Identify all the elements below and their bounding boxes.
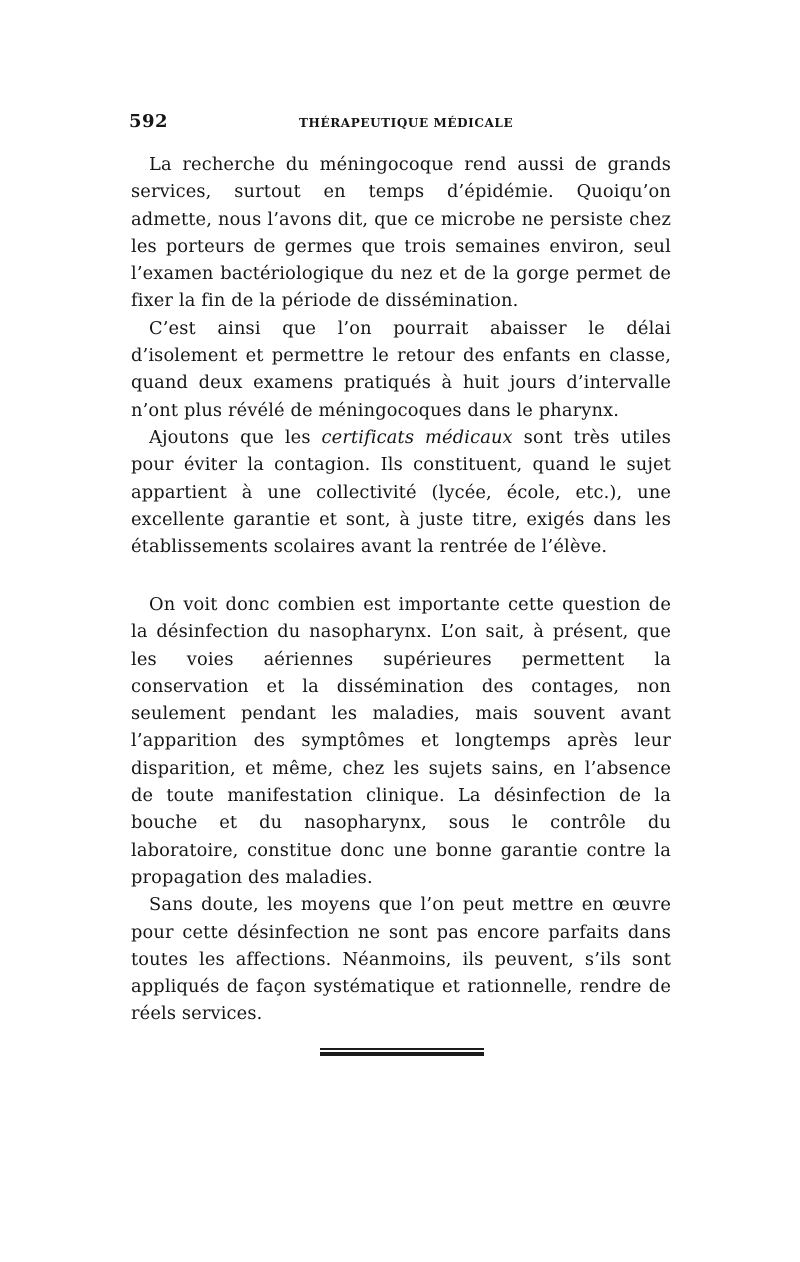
- paragraph-moyens: Sans doute, les moyens que l’on peut mettre en œuvre pour cette désinfection ne sont pas encore parfaits dans toutes les affections. Néanmoins, ils peuvent, s’ils sont appliqués de façon systématique et rationnelle, rendre de réels services.: [131, 894, 671, 1025]
- text-section-1: [131, 151, 671, 560]
- paragraph-meningocoque: La recherche du méningocoque rend aussi de grands services, surtout en temps d’épidémie. Quoiqu’on admette, nous l’avons dit, que ce microbe ne persiste chez les porteurs de germes que trois semaines environ, seul l’examen bactériologique du nez et de la gorge permet de fixer la fin de la période de dissémination.: [131, 154, 671, 312]
- closing-rule-thick: [320, 1052, 484, 1056]
- paragraph-certificats: [131, 424, 671, 560]
- paragraph-certificats-end: sont très utiles pour éviter la contagion. Ils constituent, quand le sujet appartient à une collectivité (lycée, école, etc.), une excellente garantie et sont, à juste titre, exigés dans les établissements scolaires avant la rentrée de l’élève.: [131, 426, 671, 558]
- text-section-2: [131, 591, 671, 1028]
- closing-rule-thin: [320, 1048, 484, 1050]
- running-title: THÉRAPEUTIQUE MÉDICALE: [299, 116, 514, 130]
- page-number: 592: [129, 111, 169, 132]
- paragraph-certificats-start: Ajoutons que les: [149, 426, 322, 448]
- page-header: [129, 111, 673, 141]
- certificats-medicaux-italic: certificats médicaux: [321, 426, 513, 448]
- paragraph-isolement: C’est ainsi que l’on pourrait abaisser le délai d’isolement et permettre le retour des enfants en classe, quand deux examens pratiqués à huit jours d’intervalle n’ont plus révélé de méningocoques dans le pharynx.: [131, 317, 671, 421]
- paragraph-desinfection: On voit donc combien est importante cette question de la désinfection du nasopharynx. L’on sait, à présent, que les voies aériennes supérieures permettent la conservation et la dissémination des contages, non seulement pendant les maladies, mais souvent avant l’apparition des symptômes et longtemps après leur disparition, et même, chez les sujets sains, en l’absence de toute manifestation clinique. La désinfection de la bouche et du nasopharynx, sous le contrôle du laboratoire, constitue donc une bonne garantie contre la propagation des maladies.: [131, 594, 671, 888]
